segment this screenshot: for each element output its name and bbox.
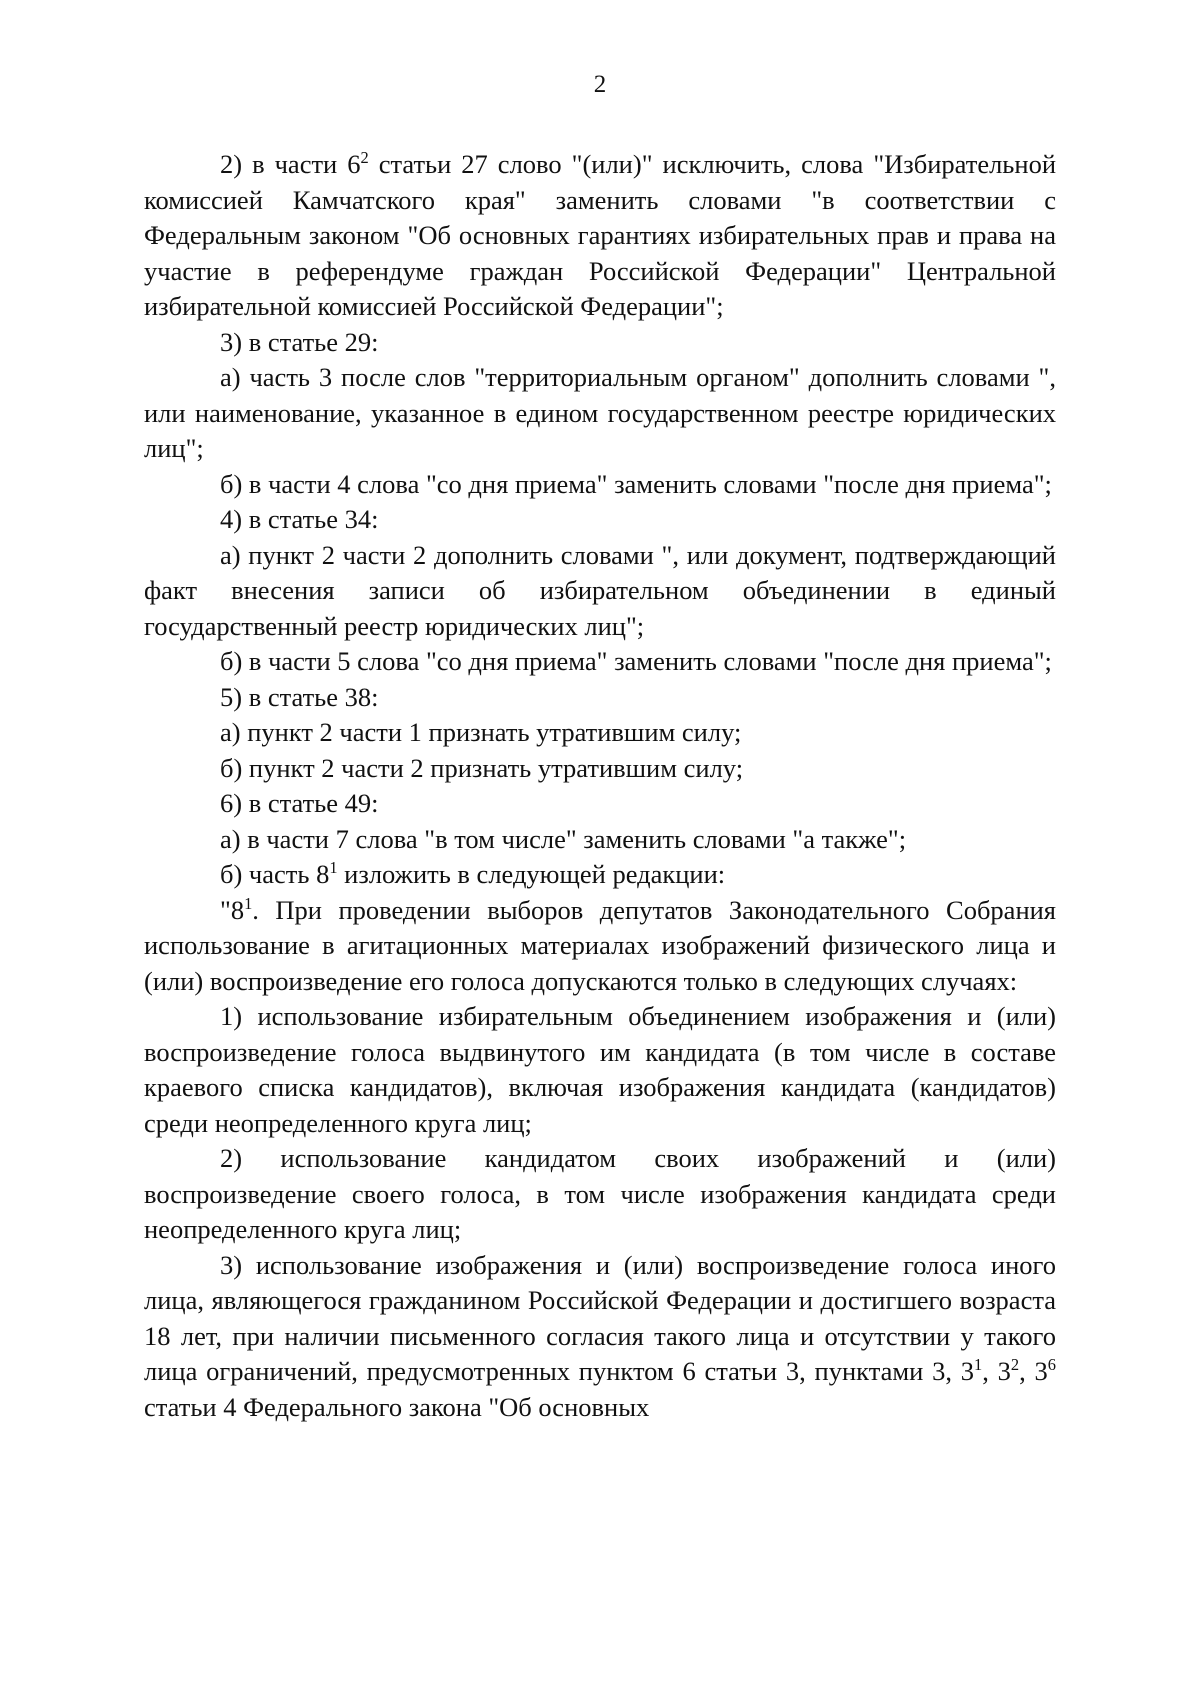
paragraph-text: 2) в части 6 — [220, 149, 361, 179]
paragraph-text: а) в части 7 слова "в том числе" заменить словами "а также"; — [220, 823, 907, 854]
paragraph — [144, 715, 1056, 751]
paragraph — [144, 502, 1056, 538]
paragraph — [144, 467, 1056, 503]
paragraph-text: 6) в статье 49: — [220, 788, 379, 818]
superscript-index: 1 — [329, 857, 338, 877]
paragraph-text: 4) в статье 34: — [220, 504, 379, 534]
paragraph-text: б) пункт 2 части 2 признать утратившим силу; — [220, 752, 744, 783]
document-body — [144, 147, 1056, 1425]
paragraph — [144, 822, 1056, 858]
paragraph-text: статьи 4 Федерального закона "Об основных — [144, 1391, 650, 1422]
paragraph-text: б) в части 5 слова "со дня приема" заменить словами "после дня приема"; — [220, 646, 1052, 676]
paragraph — [144, 786, 1056, 822]
paragraph — [144, 325, 1056, 361]
superscript-index: 2 — [360, 147, 369, 167]
page-number: 2 — [593, 71, 607, 98]
paragraph-text: б) в части 4 слова "со дня приема" заменить словами "после дня приема"; — [220, 468, 1052, 499]
paragraph-text: 3) использование изображения и (или) воспроизведение голоса иного лица, являющегося гражданином Российской Федерации и достигшего возраста 18 лет, при наличии письменного согласия такого лица и отсутствии у такого лица ограничений, предусмотренных пунктом 6 статьи 3, пунктами 3, 3 — [144, 1249, 1056, 1386]
paragraph-text: 1) использование избирательным объединением изображения и (или) воспроизведение голоса выдвинутого им кандидата (в том числе в составе краевого списка кандидатов), включая изображения кандидата (кандидатов) среди неопределенного круга лиц; — [144, 1001, 1056, 1138]
paragraph — [144, 538, 1056, 645]
paragraph — [144, 999, 1056, 1141]
superscript-index: 2 — [1010, 1354, 1020, 1374]
paragraph — [144, 857, 1056, 893]
superscript-index: 1 — [244, 893, 253, 913]
paragraph — [144, 360, 1056, 467]
paragraph — [144, 147, 1056, 325]
paragraph-text: статьи 27 слово "(или)" исключить, слова "Избирательной комиссией Камчатского края" заменить словами "в соответствии с Федеральным законом "Об основных гарантиях избирательных прав и права на участие в референдуме граждан Российской Федерации" Центральной избирательной комиссией Российской Федерации"; — [144, 149, 1056, 321]
paragraph — [144, 644, 1056, 680]
paragraph-text: а) пункт 2 части 2 дополнить словами ", или документ, подтверждающий факт внесения записи об избирательном объединении в единый государственный реестр юридических лиц"; — [144, 539, 1056, 641]
paragraph-text: изложить в следующей редакции: — [337, 859, 726, 889]
paragraph — [144, 1141, 1056, 1248]
paragraph-text: а) часть 3 после слов "территориальным органом" дополнить словами ", или наименование, указанное в едином государственном реестре юридических лиц"; — [144, 362, 1056, 463]
paragraph — [144, 751, 1056, 787]
paragraph — [144, 1248, 1056, 1426]
paragraph-text: 5) в статье 38: — [220, 681, 379, 712]
superscript-index: 6 — [1047, 1354, 1057, 1374]
paragraph-text: 3) в статье 29: — [220, 326, 379, 357]
paragraph-text: б) часть 8 — [220, 859, 330, 889]
superscript-index: 1 — [974, 1354, 983, 1374]
paragraph — [144, 893, 1056, 1000]
paragraph-text: , 3 — [982, 1356, 1011, 1386]
paragraph-text: а) пункт 2 части 1 признать утратившим силу; — [220, 717, 742, 747]
paragraph — [144, 680, 1056, 716]
paragraph-text: "8 — [220, 894, 245, 925]
paragraph-text: . При проведении выборов депутатов Законодательного Собрания использование в агитационных материалах изображений физического лица и (или) воспроизведение его голоса допускаются только в следующих случаях: — [144, 894, 1056, 996]
paragraph-text: 2) использование кандидатом своих изображений и (или) воспроизведение своего голоса, в том числе изображения кандидата среди неопределенного круга лиц; — [144, 1143, 1056, 1244]
paragraph-text: , 3 — [1019, 1356, 1048, 1386]
